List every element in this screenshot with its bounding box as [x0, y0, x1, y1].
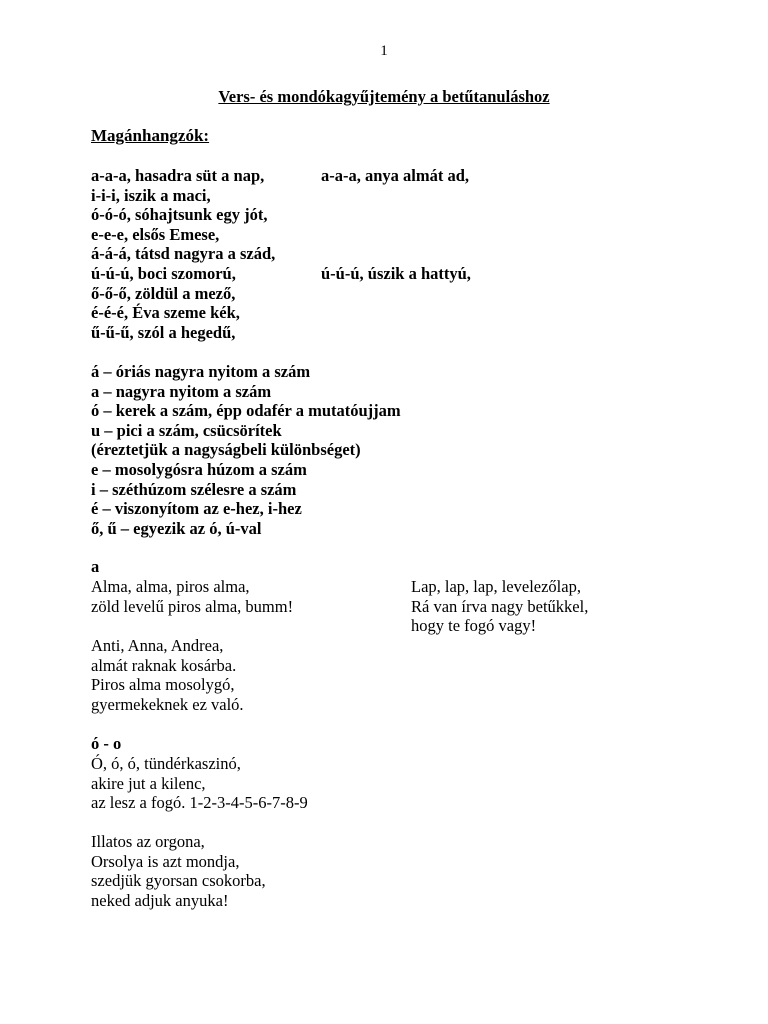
mouth-shape-line: a – nagyra nyitom a szám [91, 381, 272, 401]
poem-line: Orsolya is azt mondja, [91, 851, 240, 871]
vowel-rhyme-line: ó-ó-ó, sóhajtsunk egy jót, [91, 205, 268, 225]
vowel-rhyme-line: e-e-e, elsős Emese, [91, 224, 220, 244]
mouth-shape-line: (éreztetjük a nagyságbeli különbséget) [91, 440, 361, 460]
poem-line: hogy te fogó vagy! [411, 616, 537, 636]
vowel-rhyme-line: ú-ú-ú, boci szomorú, [91, 263, 236, 283]
poem-line: szedjük gyorsan csokorba, [91, 871, 266, 891]
letter-o-poem-1 [91, 754, 308, 813]
vowel-rhyme-line: ő-ő-ő, zöldül a mező, [91, 283, 236, 303]
mouth-shape-line: á – óriás nagyra nyitom a szám [91, 362, 311, 381]
vowel-rhyme-line: é-é-é, Éva szeme kék, [91, 303, 240, 323]
section-heading-vowels: Magánhangzók: [91, 126, 210, 145]
mouth-shape-line: u – pici a szám, csücsörítek [91, 420, 282, 440]
poem-line: zöld levelű piros alma, bumm! [91, 596, 294, 616]
vowel-rhyme-line: á-á-á, tátsd nagyra a szád, [91, 244, 276, 264]
poem-line: almát raknak kosárba. [91, 655, 237, 675]
mouth-shape-line: é – viszonyítom az e-hez, i-hez [91, 499, 302, 519]
vowel-rhyme-line: a-a-a, anya almát ad, [321, 166, 470, 185]
poem-line: gyermekeknek ez való. [91, 694, 244, 714]
letter-a-poem-3 [411, 577, 588, 636]
letter-a-poem-1 [91, 577, 293, 616]
poem-line: Piros alma mosolygó, [91, 675, 235, 695]
letter-o-heading [91, 734, 121, 754]
vowel-rhyme-right-a [321, 166, 469, 186]
poem-line: Ó, ó, ó, tündérkaszinó, [91, 754, 241, 773]
letter-a-heading [91, 557, 99, 577]
vowel-rhyme-line: ú-ú-ú, úszik a hattyú, [321, 264, 471, 283]
vowel-rhyme-line: i-i-i, iszik a maci, [91, 185, 211, 205]
mouth-shape-line: i – széthúzom szélesre a szám [91, 479, 297, 499]
letter-a-poem-2 [91, 636, 244, 714]
vowel-rhyme-line: ű-ű-ű, szól a hegedű, [91, 322, 236, 342]
poem-line: Illatos az orgona, [91, 832, 205, 851]
letter-heading: ó - o [91, 734, 122, 753]
vowel-rhyme-right-u [321, 264, 471, 284]
poem-line: Anti, Anna, Andrea, [91, 636, 224, 655]
mouth-shape-line: ő, ű – egyezik az ó, ú-val [91, 518, 262, 538]
poem-line: Lap, lap, lap, levelezőlap, [411, 577, 581, 596]
vowel-rhyme-line: a-a-a, hasadra süt a nap, [91, 166, 265, 185]
mouth-shape-instructions [91, 362, 401, 538]
vowel-rhymes-left [91, 166, 275, 342]
page-number: 1 [380, 43, 388, 59]
document-title: Vers- és mondókagyűjtemény a betűtanuláshoz [218, 87, 550, 106]
letter-heading: a [91, 557, 100, 576]
poem-line: az lesz a fogó. 1-2-3-4-5-6-7-8-9 [91, 793, 308, 813]
poem-line: Alma, alma, piros alma, [91, 577, 250, 596]
poem-line: Rá van írva nagy betűkkel, [411, 596, 589, 616]
poem-line: akire jut a kilenc, [91, 773, 206, 793]
mouth-shape-line: ó – kerek a szám, épp odafér a mutatóujjam [91, 401, 401, 421]
mouth-shape-line: e – mosolygósra húzom a szám [91, 459, 307, 479]
poem-line: neked adjuk anyuka! [91, 890, 229, 910]
letter-o-poem-2 [91, 832, 266, 910]
